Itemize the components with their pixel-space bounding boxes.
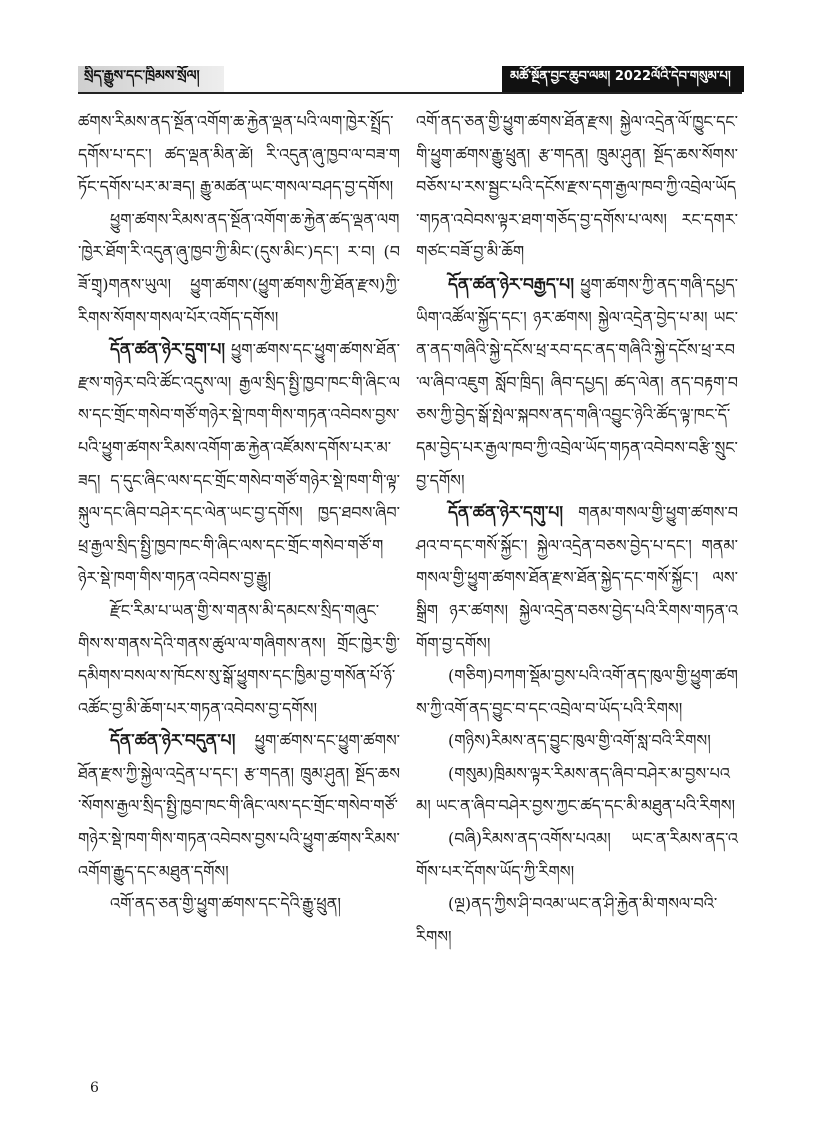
- article-heading: དོན་ཚན་ཉེར་དགུ་པ།: [448, 503, 564, 524]
- article-paragraph: དོན་ཚན་ཉེར་བདུན་པ། ཕྱུག་ཚགས་དང་ཕྱུག་ཚགས་ཐོན་རྫས་ཀྱི་སྐྱེལ་འདྲེན་པ་དང་། རྩ་གདན། ཁྲུམ་ཤུན། སྔོད་ཆས་སོགས་རྒྱལ་སྲིད་སྤྱི་ཁྱབ་ཁང་གི་ཞིང་ལས་དང་གྲོང་གསེབ་གཙོ་གཉེར་སྡེ་ཁག་གིས་གཏན་འབེབས་བྱས་པའི་ཕྱུག་ཚགས་རིམས་འགོག་རྒྱུད་དང་མཐུན་དགོས།: [78, 731, 400, 881]
- list-item: (བཞི)རིམས་ནད་འགོས་པའམ། ཡང་ན་རིམས་ནད་འགོས་པར་དོགས་ཡོད་ཀྱི་རིགས།: [416, 829, 738, 881]
- left-column: [78, 106, 400, 921]
- running-header-journal: མཚོ་སྔོན་བྱང་ཆུབ་ལམ། 2022ལོའི་དེབ་གསུམ་པ།: [502, 66, 744, 92]
- list-item: (གཉིས)རིམས་ནད་བྱུང་ཁུལ་གྱི་འགོ་སླ་བའི་རིགས།: [448, 731, 711, 751]
- paragraph: ཕྱུག་ཚགས་རིམས་ནད་སྔོན་འགོག་ཆ་རྐྱེན་ཚད་ལྡན་ལག་ཁྱེར་ཐོག་རི་འདུན་ཞུ་ཁྱབ་ཀྱི་མིང་(དུས་མིང་)དང་། ར་བ། (བཟོ་གྲྭ)གནས་ཡུལ། ཕྱུག་ཚགས་(ཕྱུག་ཚགས་ཀྱི་ཐོན་རྫས)ཀྱི་རིགས་སོགས་གསལ་པོར་འགོད་དགོས།: [78, 209, 400, 327]
- paragraph: རྫོང་རིམ་པ་ཡན་གྱི་ས་གནས་མི་དམངས་སྲིད་གཞུང་གིས་ས་གནས་དེའི་གནས་ཚུལ་ལ་གཞིགས་ནས། གྲོང་ཁྱེར་གྱི་དམིགས་བསལ་ས་ཁོངས་སུ་སྒོ་ཕྱུགས་དང་ཁྱིམ་བྱ་གསོན་པོ་ཉོ་འཚོང་བྱ་མི་ཆོག་པར་གཏན་འབེབས་བྱ་དགོས།: [78, 600, 400, 718]
- running-header-section: སྲིད་རྒྱུས་དང་ཁྲིམས་སྲོལ།: [78, 66, 224, 92]
- paragraph: འགོ་ནད་ཅན་གྱི་ཕྱུག་ཚགས་ཐོན་རྫས། སྐྱེལ་འདྲེན་ལོ་ཁྱུང་དང་གི་ཕྱུག་ཚགས་རྒྱུ་ཕྲུན། རྩ་གདན། ཁྲུམ་ཤུན། སྔོད་ཆས་སོགས་བཅོས་པ་རས་སྦྱང་པའི་དངོས་རྫས་དག་རྒྱལ་ཁབ་ཀྱི་འབྲེལ་ཡོད་གཏན་འབེབས་ལྟར་ཐག་གཅོད་བྱ་དགོས་པ་ལས། རང་དགར་གཙང་བཟོ་བྱ་མི་ཆོག: [416, 112, 738, 262]
- article-heading: དོན་ཚན་ཉེར་བརྒྱད་པ།: [448, 274, 574, 295]
- paragraph: ཚགས་རིམས་ནད་སྔོན་འགོག་ཆ་རྐྱེན་ལྡན་པའི་ལག་ཁྱེར་སྤྲོད་དགོས་པ་དང་། ཚད་ལྡན་མིན་ཚེ། རི་འདུན་ཞུ་ཁྱབ་ལ་བཟ་གཏོང་དགོས་པར་མ་ཟད། རྒྱུ་མཚན་ཡང་གསལ་བཤད་བྱ་དགོས།: [78, 112, 400, 197]
- list-item: (ལྔ)ནད་ཀྱིས་ཤི་བའམ་ཡང་ན་ཤི་རྐྱེན་མི་གསལ་བའི་རིགས།: [416, 894, 718, 946]
- header-divider: [78, 92, 742, 94]
- list-item: (གསུམ)ཁྲིམས་ལྟར་རིམས་ནད་ཞིབ་བཤེར་མ་བྱས་པའམ། ཡང་ན་ཞིབ་བཤེར་བྱས་ཀྱང་ཚད་དང་མི་མཐུན་པའི་རིགས།: [416, 763, 736, 816]
- article-heading: དོན་ཚན་ཉེར་དྲུག་པ།: [110, 340, 226, 361]
- article-paragraph: དོན་ཚན་ཉེར་དགུ་པ། གནམ་གསལ་གྱི་ཕྱུག་ཚགས་བཤའ་བ་དང་གསོ་སྐྱོང་། སྐྱེལ་འདྲེན་བཅས་བྱེད་པ་དང་། གནམ་གསལ་གྱི་ཕྱུག་ཚགས་ཐོན་རྫས་ཐོན་སྐྱེད་དང་གསོ་སྐྱོང་། ལས་སྒྲིག ཉར་ཚགས། སྐྱེལ་འདྲེན་བཅས་བྱེད་པའི་རིགས་གཏན་འགོག་བྱ་དགོས།: [416, 503, 738, 653]
- right-column: [416, 106, 738, 953]
- list-item: (གཅིག)བཀག་སྡོམ་བྱས་པའི་འགོ་ནད་ཁུལ་གྱི་ཕྱུག་ཚགས་ཀྱི་འགོ་ནད་བྱུང་བ་དང་འབྲེལ་བ་ཡོད་པའི་རིགས།: [416, 666, 738, 718]
- article-paragraph: དོན་ཚན་ཉེར་དྲུག་པ། ཕྱུག་ཚགས་དང་ཕྱུག་ཚགས་ཐོན་རྫས་གཉེར་བའི་ཚོང་འདུས་ལ། རྒྱལ་སྲིད་སྤྱི་ཁྱབ་ཁང་གི་ཞིང་ལས་དང་གྲོང་གསེབ་གཙོ་གཉེར་སྡེ་ཁག་གིས་གཏན་འབེབས་བྱས་པའི་ཕྱུག་ཚགས་རིམས་འགོག་ཆ་རྐྱེན་འཛོམས་དགོས་པར་མ་ཟད། ད་དུང་ཞིང་ལས་དང་གྲོང་གསེབ་གཙོ་གཉེར་སྡེ་ཁག་གི་ལྟ་སྐུལ་དང་ཞིབ་བཤེར་དང་ལེན་ཡང་བྱ་དགོས། ཁྱད་ཐབས་ཞིབ་ཕྲ་རྒྱལ་སྲིད་སྤྱི་ཁྱབ་ཁང་གི་ཞིང་ལས་དང་གྲོང་གསེབ་གཙོ་གཉེར་སྡེ་ཁག་གིས་གཏན་འབེབས་བྱ་རྒྱུ།: [78, 340, 400, 588]
- article-paragraph: དོན་ཚན་ཉེར་བརྒྱད་པ། ཕྱུག་ཚགས་ཀྱི་ནད་གཞི་དཔྱད་ཡིག་འཚོལ་སྐྱོད་དང་། ཉར་ཚགས། སྐྱེལ་འདྲེན་བྱེད་པ་མ། ཡང་ན་ནད་གཞིའི་སྐྱེ་དངོས་ཕྲ་རབ་དང་ནད་གཞིའི་སྐྱེ་དངོས་ཕྲ་རབ་ལ་ཞིབ་འཇུག སློབ་ཁྲིད། ཞིབ་དཔྱད། ཚད་ལེན། ནད་བརྟག་བཅས་ཀྱི་བྱེད་སྒོ་སྤེལ་སྐབས་ནད་གཞི་འབྱུང་ཉེའི་ཚོད་ལྟ་ཁང་དོ་དམ་བྱེད་པར་རྒྱལ་ཁབ་ཀྱི་འབྲེལ་ཡོད་གཏན་འབེབས་བརྩི་སྲུང་བྱ་དགོས།: [416, 274, 738, 490]
- paragraph: འགོ་ནད་ཅན་གྱི་ཕྱུག་ཚགས་དང་དེའི་རྒྱུ་ཕྲུན།: [110, 894, 341, 914]
- page-number: 6: [90, 1080, 99, 1096]
- article-heading: དོན་ཚན་ཉེར་བདུན་པ།: [110, 731, 236, 752]
